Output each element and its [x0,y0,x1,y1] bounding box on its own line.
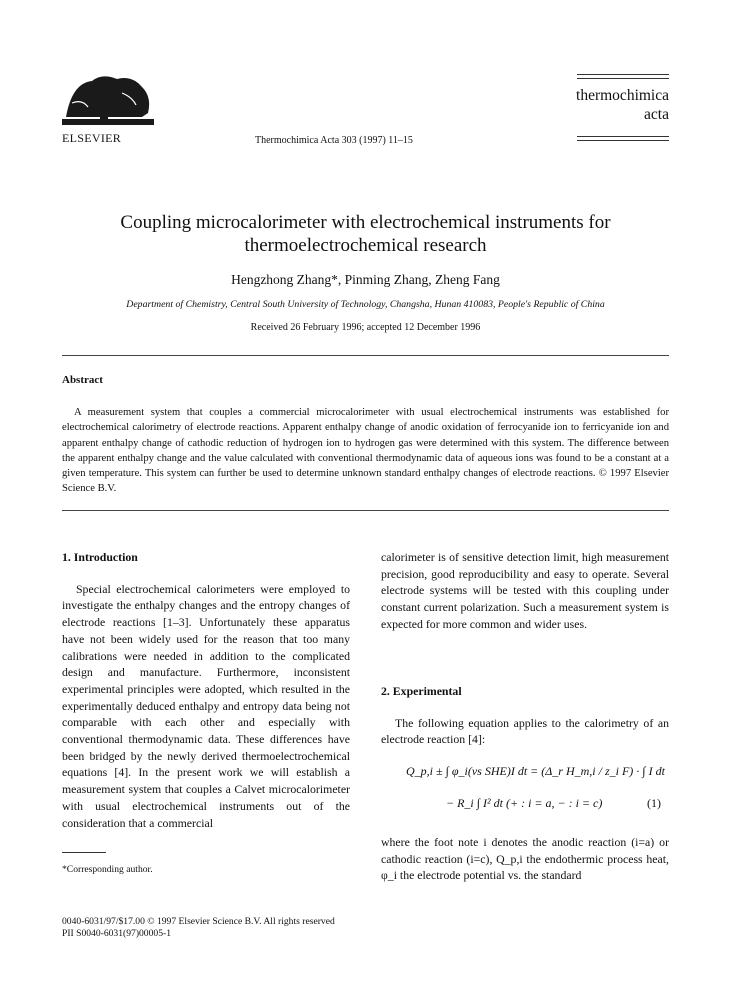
publisher-name: ELSEVIER [62,131,122,145]
equation-number: (1) [647,796,661,810]
section-heading-introduction: 1. Introduction [62,550,138,564]
intro-continuation-paragraph: calorimeter is of sensitive detection limit, high measurement precision, good reproducibility and easy to operate. Several electrode systems will be tested with this coupling under constant current polarization. Such a measurement system is expected for more common and wider uses. [381,550,669,631]
abstract-rule-top [62,355,669,356]
journal-name-line2: acta [644,106,669,123]
equation-explanation-paragraph: where the foot note i denotes the anodic reaction (i=a) or cathodic reaction (i=c), Q_p,i the endothermic process heat, φ_i the electrode potential vs. the standard [381,835,669,883]
journal-rule-bottom-2 [577,140,669,141]
abstract-heading: Abstract [62,374,103,386]
footnote-rule [62,852,106,853]
right-column-top [381,549,669,633]
section-heading-experimental: 2. Experimental [381,684,462,698]
elsevier-tree-logo [62,73,154,125]
abstract-text: A measurement system that couples a commercial microcalorimeter with usual electrochemical instruments was established for electrochemical calorimetry of electrode reactions. Apparent enthalpy change of anodic oxidation of ferrocyanide ion to ferricyanide ion and apparent enthalpy change of cathodic reduction of hydrogen ion to hydrogen gas were determined with this system. The difference between the apparent enthalpy change and the value calculated with conventional thermodynamic data of aqueous ions was found to be a constant at a given temperature. This system can further be used to determine unknown standard enthalpy changes of electrode reactions. © 1997 Elsevier Science B.V. [62,407,669,495]
journal-name-line1: thermochimica [576,87,669,104]
journal-rule-bottom [577,136,669,137]
copyright-line-1: 0040-6031/97/$17.00 © 1997 Elsevier Science B.V. All rights reserved [62,916,335,927]
title-line-2: thermoelectrochemical research [244,235,487,256]
journal-citation: Thermochimica Acta 303 (1997) 11–15 [255,135,413,146]
title-line-1: Coupling microcalorimeter with electrochemical instruments for [120,212,611,233]
copyright-notice [62,916,335,940]
journal-rule-top-2 [577,78,669,79]
right-column-bottom [381,834,669,884]
equation-line-2: − R_i ∫ I² dt (+ : i = a, − : i = c) [446,796,603,810]
left-column [62,549,350,831]
right-column-experimental [381,683,669,748]
abstract-rule-bottom [62,510,669,511]
journal-name [576,86,669,124]
author-affiliation: Department of Chemistry, Central South University of Technology, Changsha, Hunan 410083, People's Republic of China [126,299,605,310]
equation-line-1: Q_p,i ± ∫ φ_i(vs SHE)I dt = (Δ_r H_m,i / z_i F) · ∫ I dt [406,764,665,778]
corresponding-author-footnote: *Corresponding author. [62,864,153,875]
received-dates: Received 26 February 1996; accepted 12 December 1996 [250,322,481,333]
copyright-line-2: PII S0040-6031(97)00005-1 [62,928,171,939]
journal-rule-top [577,74,669,75]
article-title [0,211,731,257]
author-list: Hengzhong Zhang*, Pinming Zhang, Zheng Fang [231,272,500,287]
introduction-paragraph: Special electrochemical calorimeters were employed to investigate the enthalpy changes and the entropy changes of electrode reactions [1–3]. Unfortunately these apparatus have not been widely used for the reason that too many calibrations were needed in addition to the complicated design and manufacture. Furthermore, inconsistent experimental principles were adopted, which resulted in the experimentally deduced enthalpy and entropy data being not comparable with each other and especially with conventional thermodynamic data. These differences have been bridged by the newly derived thermoelectrochemical equations [4]. In the present work we will establish a measurement system that couples a Calvet microcalorimeter with usual electrochemical instruments out of the consideration that a commercial [62,581,350,830]
experimental-paragraph: The following equation applies to the calorimetry of an electrode reaction [4]: [381,715,669,747]
